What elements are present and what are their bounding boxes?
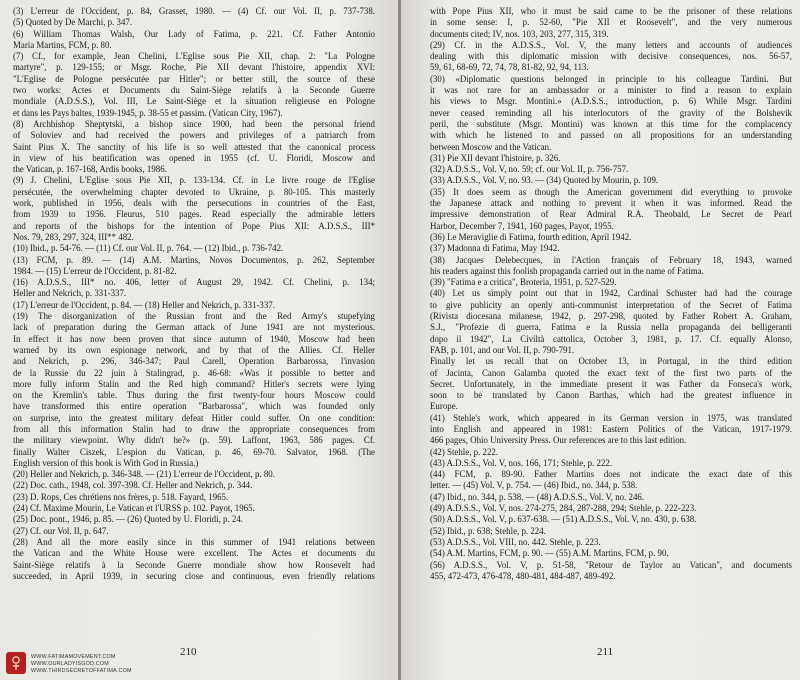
footnote-line: (31) Pie XII devant l'histoire, p. 326. — [430, 152, 561, 163]
footnote-line: (41) Stehle's work, which appeared in its German version in 1975, was translated — [430, 412, 792, 423]
footnote-line: (50) A.D.S.S., Vol. V, p. 637-638. — (51) A.D.S.S., Vol. V, no. 430, p. 638. — [430, 514, 697, 525]
footnote-line: with Pope Pius XII, who it must be said came to be the prisoner of these relations — [430, 6, 792, 16]
page-number: 211 — [597, 646, 614, 658]
footnote-line: (52) Ibid., p. 638; Stehle, p. 224. — [430, 525, 546, 536]
footnote-line: Saint-Siège relatifs à la Seconde Guerre mondiale show how Roosevelt had — [13, 559, 375, 570]
footnote-line: Heller and Nekrich, p. 331-337. — [13, 288, 127, 299]
footnote-line: (30) «Diplomatic questions belonged in principle to his colleague Tardini. But — [430, 73, 792, 84]
footnote-line: Maria Martins, FCM, p. 80. — [13, 39, 112, 50]
footnote-line: (54) A.M. Martins, FCM, p. 90. — (55) A.M. Martins, FCM, p. 90. — [430, 548, 669, 559]
footnote-line: on surprise, into the greatest military defeat Hitler could suffer. On one condition: — [13, 412, 375, 423]
footnote-line: (38) Jacques Delebecques, in l'Action français of February 18, 1943, warned — [430, 254, 792, 265]
footnote-line: in some sense: I, p. 52-60, "Pie XII et Roosevelt", and the very numerous — [430, 17, 792, 28]
footnote-line: (25) Doc. pont., 1946, p. 85. — (26) Quoted by U. Floridi, p. 24. — [13, 514, 243, 525]
footnote-line: (35) It does seem as though the American government did everything to provoke — [430, 186, 792, 197]
footnote-line: S.J., "Profezie di guerra, Fatima e la Russia nella propaganda dei belligeranti — [430, 322, 792, 333]
footnote-line: (42) Stehle, p. 222. — [430, 446, 499, 457]
footnote-line: between Moscow and the Vatican. — [430, 141, 552, 152]
footnote-line: (28) And all the more easily since in this summer of 1941 relations between — [13, 536, 375, 547]
footnote-line: finally Walter Ciszek, L'espion du Vatican, p. 46, 69-70. Salvator, 1968. (The — [13, 446, 375, 457]
footnote-line: (44) FCM, p. 89-90. Father Martins does not indicate the exact date of this — [430, 469, 792, 480]
footnote-line: (36) Le Meraviglie di Fatima, fourth edition, April 1942. — [430, 231, 632, 242]
footnote-line: with which he listened to and passed on all propositions for an understanding — [430, 130, 792, 141]
footnote-line: Saint Pius X. The sanctity of his life is so well attested that the canonical process — [13, 141, 375, 152]
footnote-line: FAB, p. 101, and our Vol. II, p. 790-791. — [430, 344, 575, 355]
footnote-line: "L'Eglise de Pologne persécutée par Hitler"; or better still, the source of these — [13, 73, 375, 84]
footnote-line: (10) Ibid., p. 54-76. — (11) Cf. our Vol. II, p. 764. — (12) Ibid., p. 736-742. — [13, 243, 284, 254]
footnote-line: (Rivista diocesana milanese, 1942, p. 297-298, quoted by Father Robert A. Graham, — [430, 311, 792, 322]
footnote-line: mondiale (A.D.S.S.), Vol. III, Le Saint-Siège et la situation religieuse en Pologne — [13, 96, 375, 107]
footnote-line: (8) Archbishop Sheptytski, a bishop since 1900, had been the personal friend — [13, 118, 375, 129]
footnote-line: work, published in 1956, deals with the persecutions in countries of the East, — [13, 198, 375, 209]
footnote-line: from all this information Stalin had to draw the appropriate consequences from — [13, 423, 375, 434]
footnote-line: and reports of the bishops for the intention of Pope Pius XII: A.D.S.S., III* — [13, 220, 375, 231]
footnote-line: (29) Cf. in the A.D.S.S., Vol. V, the many letters and accounts of audiences — [430, 39, 792, 50]
footnote-line: de la Russie du 22 juin à Stalingrad, p. 46-68: «Was it possible to better and — [13, 367, 375, 378]
footer-url[interactable]: WWW.OURLADYISGOD.COM — [31, 660, 109, 667]
footnote-line: (5) Quoted by De Marchi, p. 347. — [13, 17, 133, 28]
footnote-line: from 1939 to 1956. Fleurus, 510 pages. Read especially the admirable letters — [13, 209, 375, 220]
footnote-line: documents cited; IV, nos. 103, 203, 277, 315, 319. — [430, 28, 609, 39]
footnote-line: (19) The disorganization of the Russian front and the Red Army's stupefying — [13, 311, 375, 322]
footnote-line: In effect it has now been proven that since autumn of 1940, Moscow had been — [13, 333, 375, 344]
footnote-line: 455, 472-473, 476-478, 480-481, 484-487, 489-492. — [430, 570, 616, 581]
footnote-line: Harbor, December 7, 1941, 160 pages, Payot, 1955. — [430, 220, 614, 231]
footnote-line: (22) Doc. cath., 1948, col. 397-398. Cf. Heller and Nekrich, p. 344. — [13, 480, 253, 491]
footnote-line: of Jacinta, Canon Galamba quoted the exact text of the first two parts of the — [430, 367, 792, 378]
footnote-line: (23) D. Rops, Ces chrétiens nos frères, p. 518. Fayard, 1965. — [13, 491, 229, 502]
footer-url[interactable]: WWW.FATIMAMOVEMENT.COM — [31, 654, 116, 660]
footnote-line: of Soloviev and had received the powers and privileges of a patriarch from — [13, 130, 375, 141]
footnote-line: two works: Actes et Documents du Saint-Siège relatifs à la Seconde Guerre — [13, 85, 375, 96]
footnote-line: succeeded, in April 1939, in securing close and continuous, even friendly relations — [13, 570, 375, 581]
footnote-line: dealing with this diplomatic mission with decisive consequences, nos. 56-57, — [430, 51, 792, 62]
footnote-line: his readers against this foolish propaganda carried out in the name of Fatima. — [430, 265, 704, 276]
footnote-line: in view of his beatification was opened in 1955 (cf. U. Floridi, Moscow and — [13, 152, 375, 163]
footnote-line: (49) A.D.S.S., Vol. V, nos. 274-275, 284, 287-288, 294; Stehle, p. 222-223. — [430, 503, 697, 514]
footnote-line: (33) A.D.S.S., Vol. V, no. 93. — (34) Quoted by Mourin, p. 109. — [430, 175, 659, 186]
right-page — [401, 0, 800, 680]
footnote-line: (43) A.D.S.S., Vol. V, nos. 166, 171; Stehle, p. 222. — [430, 457, 613, 468]
footnote-line: (6) William Thomas Walsh, Our Lady of Fatima, p. 221. Cf. Father Antonio — [13, 28, 375, 39]
footnote-line: (39) "Fatima e a critica", Broteria, 1951, p. 527-529. — [430, 277, 617, 288]
footnote-line: never ceased reminding all his interlocutors of the gravity of the Bolshevik — [430, 107, 792, 118]
footnote-line: (7) Cf., for example, Jean Chelini, L'Eglise sous Pie XII, chap. 2: "La Pologne — [13, 51, 375, 62]
footnote-line: persécutée, the overwhelming chapter devoted to Ukraine, p. 80-105. This masterly — [13, 186, 375, 197]
footnote-line: (56) A.D.S.S., Vol. V, p. 51-58, "Retour de Taylor au Vatican", and documents — [430, 559, 792, 570]
footnote-line: it was not rare for an ambassador or a minister to find a reason to explain — [430, 85, 792, 96]
footnote-line: the Japanese attack and nothing to prevent it when it was informed. Read the — [430, 198, 792, 209]
page-number: 210 — [180, 646, 197, 658]
footnote-line: (3) L'erreur de l'Occident, p. 84, Grasset, 1980. — (4) Cf. our Vol. II, p. 737-738. — [13, 6, 375, 16]
footnote-line: (20) Heller and Nekrich, p. 346-348. — (21) L'erreur de l'Occident, p. 80. — [13, 469, 275, 480]
footnote-line: (47) Ibid., no. 344, p. 538. — (48) A.D.S.S., Vol. V, no. 246. — [430, 491, 645, 502]
footnote-line: the military viewpoint. Why didn't he?» (p. 59). Laffont, 1963, 586 pages. Cf. — [13, 435, 375, 446]
footnote-line: impressive demonstration of Rear Admiral R.A. Theobald, Le Secret de Pearl — [430, 209, 792, 220]
rose-emblem-icon — [6, 652, 26, 674]
footnote-line: have transformed this entire operation "Barbarossa", which was founded only — [13, 401, 375, 412]
footnote-line: (16) A.D.S.S., III* no. 406, letter of August 29, 1942. Cf. Chelini, p. 134; — [13, 277, 375, 288]
footer-urls — [31, 654, 132, 674]
footnote-line: (32) A.D.S.S., Vol. V, no. 59; cf. our Vol. II, p. 756-757. — [430, 164, 629, 175]
footnote-line: (37) Madonna di Fatima, May 1942. — [430, 243, 560, 254]
footnote-line: (53) A.D.S.S., Vol. VIII, no. 442. Stehle, p. 223. — [430, 536, 601, 547]
footnote-line: (24) Cf. Maxime Mourin, Le Vatican et l'URSS p. 102. Payot, 1965. — [13, 503, 255, 514]
footnote-line: (40) Let us simply point out that in 1942, Cardinal Schuster had had the courage — [430, 288, 792, 299]
footnote-line: Finally let us recall that on October 13, in Portugal, in the third edition — [430, 356, 792, 367]
footnote-line: into English and appeared in 1981: Eastern Politics of the Vatican, 1917-1979. — [430, 423, 792, 434]
left-footnotes-column — [13, 6, 375, 582]
right-footnotes-column — [430, 6, 792, 582]
footnote-line: the Vatican and the White House were excellent. The Actes et documents du — [13, 548, 375, 559]
footnote-line: (13) FCM, p. 89. — (14) A.M. Martins, Novos Documentos, p. 262, September — [13, 254, 375, 265]
footnote-line: warned by its own espionage network, and by that of the Allies. Cf. Heller — [13, 344, 375, 355]
footnote-line: more fully inform Stalin and the Red high command? Hitler's secrets were lying — [13, 378, 375, 389]
footnote-line: the Vatican, p. 167-168, Ardis books, 1986. — [13, 164, 167, 175]
footnote-line: (17) L'erreur de l'Occident, p. 84. — (18) Heller and Nekrich, p. 331-337. — [13, 299, 275, 310]
footnote-line: lack of preparation during the German attack of June 1941 are not mysterious. — [13, 322, 375, 333]
footnote-line: English version of this book is With God in Russia.) — [13, 457, 199, 468]
footnote-line: letter. — (45) Vol. V, p. 754. — (46) Ibid., no. 344, p. 538. — [430, 480, 638, 491]
footnote-line: soon to be translated by Canon Barthas, which had the greatest influence in — [430, 390, 792, 401]
footnote-line: dopo il 1942", La Civiltà cattolica, October 3, 1981, p. 17. Cf. equally Alonso, — [430, 333, 792, 344]
footnote-line: 59, 61, 68-69, 72, 74, 78, 81-82, 92, 94, 113. — [430, 62, 589, 73]
footnote-line: and Nekrich, p. 296, 346-347; Paul Carell, Operation Barbarossa, l'invasion — [13, 356, 375, 367]
footnote-line: his views to Msgr. Montini.» (A.D.S.S., introduction, p. 6) While Msgr. Tardini — [430, 96, 792, 107]
footnote-line: Europe. — [430, 401, 458, 412]
footnote-line: et dans les Pays baltes, 1939-1945, p. 38-55 et passim. (Vatican City, 1967). — [13, 107, 283, 118]
footnote-line: to give publicity an openly anti-communist interpretation of the Secret of Fatima — [430, 299, 792, 310]
footnote-line: peril, the substitute (Msgr. Montini) was known at this time for the complacency — [430, 118, 792, 129]
footnote-line: on the Kremlin's table. Thus during the first twenty-four hours Moscow could — [13, 390, 375, 401]
footnote-line: Secret. Unfortunately, in the immediate present it was Father da Fonseca's work, — [430, 378, 792, 389]
footnote-line: Nos. 79, 283, 297, 324, III** 482. — [13, 231, 134, 242]
footnote-line: (27) Cf. our Vol. II, p. 647. — [13, 525, 109, 536]
footnote-line: 466 pages, Ohio University Press. Our references are to this last edition. — [430, 435, 687, 446]
footnote-line: martyre", p. 129-155; or Msgr. Roche, Pie XII devant l'histoire, appendix XVI: — [13, 62, 375, 73]
footnote-line: 1984. — (15) L'erreur de l'Occident, p. 81-82. — [13, 265, 177, 276]
footer-url[interactable]: WWW.THIRDSECRETOFFATIMA.COM — [31, 667, 132, 674]
footnote-line: (9) J. Chelini, L'Eglise sous Pie XII, p. 133-134. Cf. in Le livre rouge de l'Eglise — [13, 175, 375, 186]
left-page — [0, 0, 399, 680]
